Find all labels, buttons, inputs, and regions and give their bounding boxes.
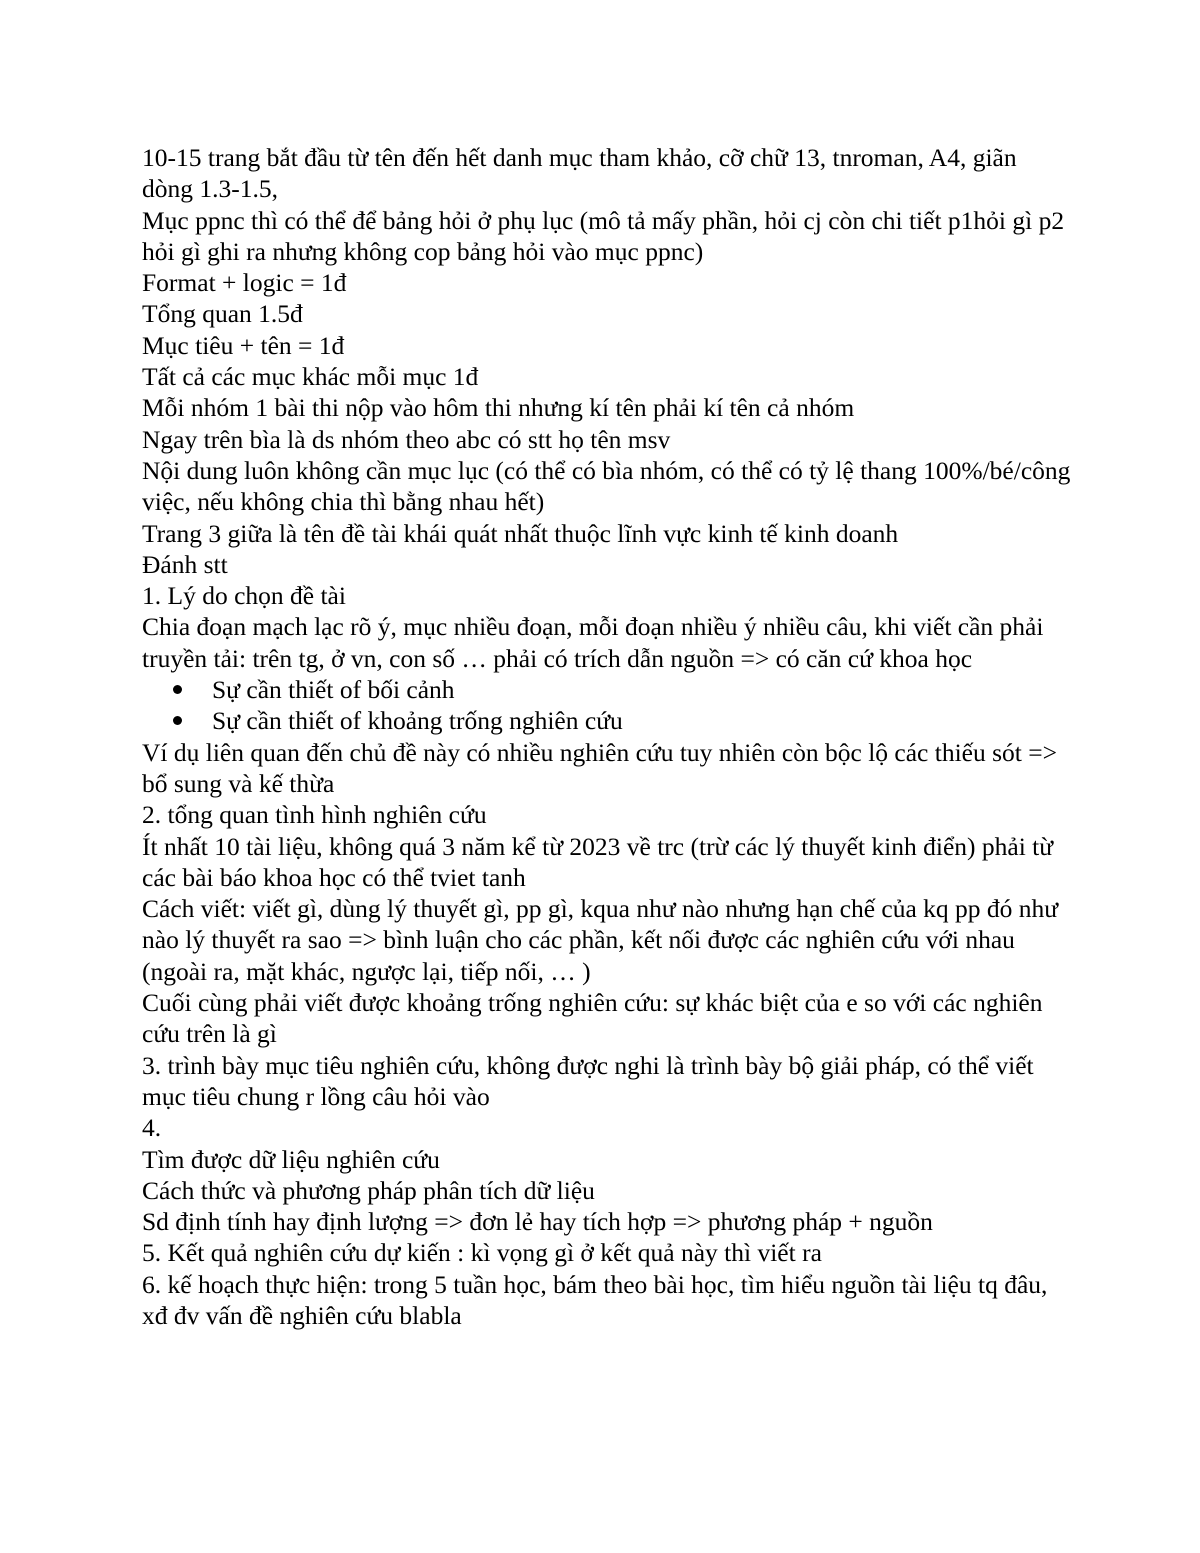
bullet-list [142, 674, 1072, 737]
list-item-text: Sự cần thiết of khoảng trống nghiên cứu [212, 706, 623, 736]
paragraph-numbering: Đánh stt [142, 549, 228, 579]
paragraph-how-to-write: Cách viết: viết gì, dùng lý thuyết gì, pp gì, kqua như nào nhưng hạn chế của kq pp đó như nào lý thuyết ra sao => bình luận cho các phần, kết nối được các nghiên cứu với nhau (ngoài ra, mặt khác, ngược lại, tiếp nối, … ) [142, 894, 1059, 986]
bullet-icon [173, 685, 182, 694]
paragraph-score-overview: Tổng quan 1.5đ [142, 299, 303, 329]
paragraph-methods-appendix: Mục ppnc thì có thể để bảng hỏi ở phụ lục (mô tả mấy phần, hỏi cj còn chi tiết p1hỏi gì p2 hỏi gì ghi ra nhưng không cop bảng hỏi vào mục ppnc) [142, 205, 1065, 266]
paragraph-contents-note: Nội dung luôn không cần mục lục (có thể có bìa nhóm, có thể có tỷ lệ thang 100%/bé/công việc, nếu không chia thì bằng nhau hết) [142, 455, 1071, 517]
heading-section-2: 2. tổng quan tình hình nghiên cứu [142, 800, 487, 830]
paragraph-score-objectives: Mục tiêu + tên = 1đ [142, 330, 345, 360]
heading-section-4: 4. [142, 1113, 162, 1143]
bullet-icon [173, 716, 182, 725]
heading-section-6: 6. kế hoạch thực hiện: trong 5 tuần học, bám theo bài học, tìm hiểu nguồn tài liệu tq đâu, xđ đv vấn đề nghiên cứu blabla [142, 1269, 1048, 1330]
list-item-text: Sự cần thiết of bối cảnh [212, 675, 455, 705]
paragraph-format-requirements: 10-15 trang bắt đầu từ tên đến hết danh mục tham khảo, cỡ chữ 13, tnroman, A4, giãn dòng 1.3-1.5, [142, 143, 1017, 204]
list-item [142, 705, 1072, 736]
paragraph-analysis-methods: Cách thức và phương pháp phân tích dữ liệu [142, 1175, 595, 1205]
paragraph-find-data: Tìm được dữ liệu nghiên cứu [142, 1144, 440, 1174]
paragraph-score-other: Tất cả các mục khác mỗi mục 1đ [142, 362, 479, 392]
list-item [142, 674, 1072, 705]
paragraph-qual-quant: Sd định tính hay định lượng => đơn lẻ hay tích hợp => phương pháp + nguồn [142, 1207, 933, 1237]
heading-section-3: 3. trình bày mục tiêu nghiên cứu, không được nghi là trình bày bộ giải pháp, có thể viết mục tiêu chung r lồng câu hỏi vào [142, 1050, 1034, 1111]
paragraph-cover-list: Ngay trên bìa là ds nhóm theo abc có stt họ tên msv [142, 424, 671, 454]
document-body [142, 142, 1072, 1331]
paragraph-page-three: Trang 3 giữa là tên đề tài khái quát nhất thuộc lĩnh vực kinh tế kinh doanh [142, 518, 899, 548]
paragraph-section-1-body: Chia đoạn mạch lạc rõ ý, mục nhiều đoạn, mỗi đoạn nhiều ý nhiều câu, khi viết cần phải truyền tải: trên tg, ở vn, con số … phải có trích dẫn nguồn => có căn cứ khoa học [142, 612, 1044, 673]
paragraph-submission: Mỗi nhóm 1 bài thi nộp vào hôm thi nhưng kí tên phải kí tên cả nhóm [142, 393, 855, 423]
paragraph-example: Ví dụ liên quan đến chủ đề này có nhiều nghiên cứu tuy nhiên còn bộc lộ các thiếu sót => bổ sung và kế thừa [142, 737, 1058, 798]
paragraph-min-references: Ít nhất 10 tài liệu, không quá 3 năm kể từ 2023 về trc (trừ các lý thuyết kinh điển) phải từ các bài báo khoa học có thể tviet tanh [142, 831, 1054, 892]
paragraph-research-gap: Cuối cùng phải viết được khoảng trống nghiên cứu: sự khác biệt của e so với các nghiên cứu trên là gì [142, 988, 1043, 1049]
paragraph-score-format: Format + logic = 1đ [142, 268, 347, 298]
heading-section-5: 5. Kết quả nghiên cứu dự kiến : kì vọng gì ở kết quả này thì viết ra [142, 1238, 822, 1268]
heading-section-1: 1. Lý do chọn đề tài [142, 581, 346, 611]
